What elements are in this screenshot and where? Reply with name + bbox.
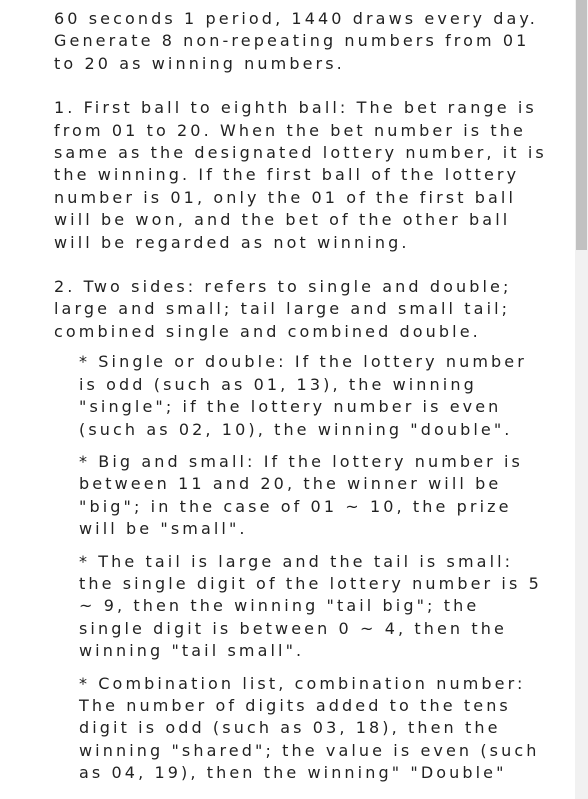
rule1-line: number is 01, only the 01 of the first ball <box>54 187 517 207</box>
rule1-line: will be won, and the bet of the other ball <box>54 210 511 230</box>
rule1-line: the winning. If the first ball of the lottery <box>54 165 520 185</box>
rule-two-sides <box>54 276 564 343</box>
intro-line: Generate 8 non-repeating numbers from 01 <box>54 31 530 51</box>
rule2-line: combined single and combined double. <box>54 321 481 341</box>
rule1-line: will be regarded as not winning. <box>54 232 410 252</box>
rules-content <box>54 8 564 795</box>
rule1-line: 1. First ball to eighth ball: The bet range is <box>54 98 537 118</box>
bullet-tail-big-small: * The tail is large and the tail is small: the single digit of the lottery number is 5 ~ 9, then the winning "tail big"; the single digit is between 0 ~ 4, then the winning "tail small". <box>79 551 542 661</box>
intro-paragraph <box>54 8 564 75</box>
bullet-combination: * Combination list, combination number: The number of digits added to the tens digit is odd (such as 03, 18), then the winning "shared"; the value is even (such as 04, 19), then the winning" "Double" <box>79 673 540 783</box>
two-sides-bullets <box>79 351 564 784</box>
rule2-line: 2. Two sides: refers to single and double; <box>54 277 512 297</box>
rule1-line: same as the designated lottery number, it is <box>54 143 547 163</box>
intro-line: 60 seconds 1 period, 1440 draws every day. <box>54 9 538 28</box>
bullet-big-small: * Big and small: If the lottery number is between 11 and 20, the winner will be "big"; in the case of 01 ~ 10, the prize will be "small". <box>79 451 523 539</box>
scrollbar-thumb[interactable] <box>576 0 587 250</box>
rule1-line: from 01 to 20. When the bet number is the <box>54 120 526 140</box>
intro-line: to 20 as winning numbers. <box>54 53 345 73</box>
bullet-single-double: * Single or double: If the lottery number is odd (such as 01, 13), the winning "single"; if the lottery number is even (such as 02, 10), the winning "double". <box>79 352 527 439</box>
rule2-line: large and small; tail large and small tail; <box>54 299 511 319</box>
rule-first-to-eighth-ball <box>54 97 564 254</box>
vertical-scrollbar[interactable] <box>575 0 588 799</box>
